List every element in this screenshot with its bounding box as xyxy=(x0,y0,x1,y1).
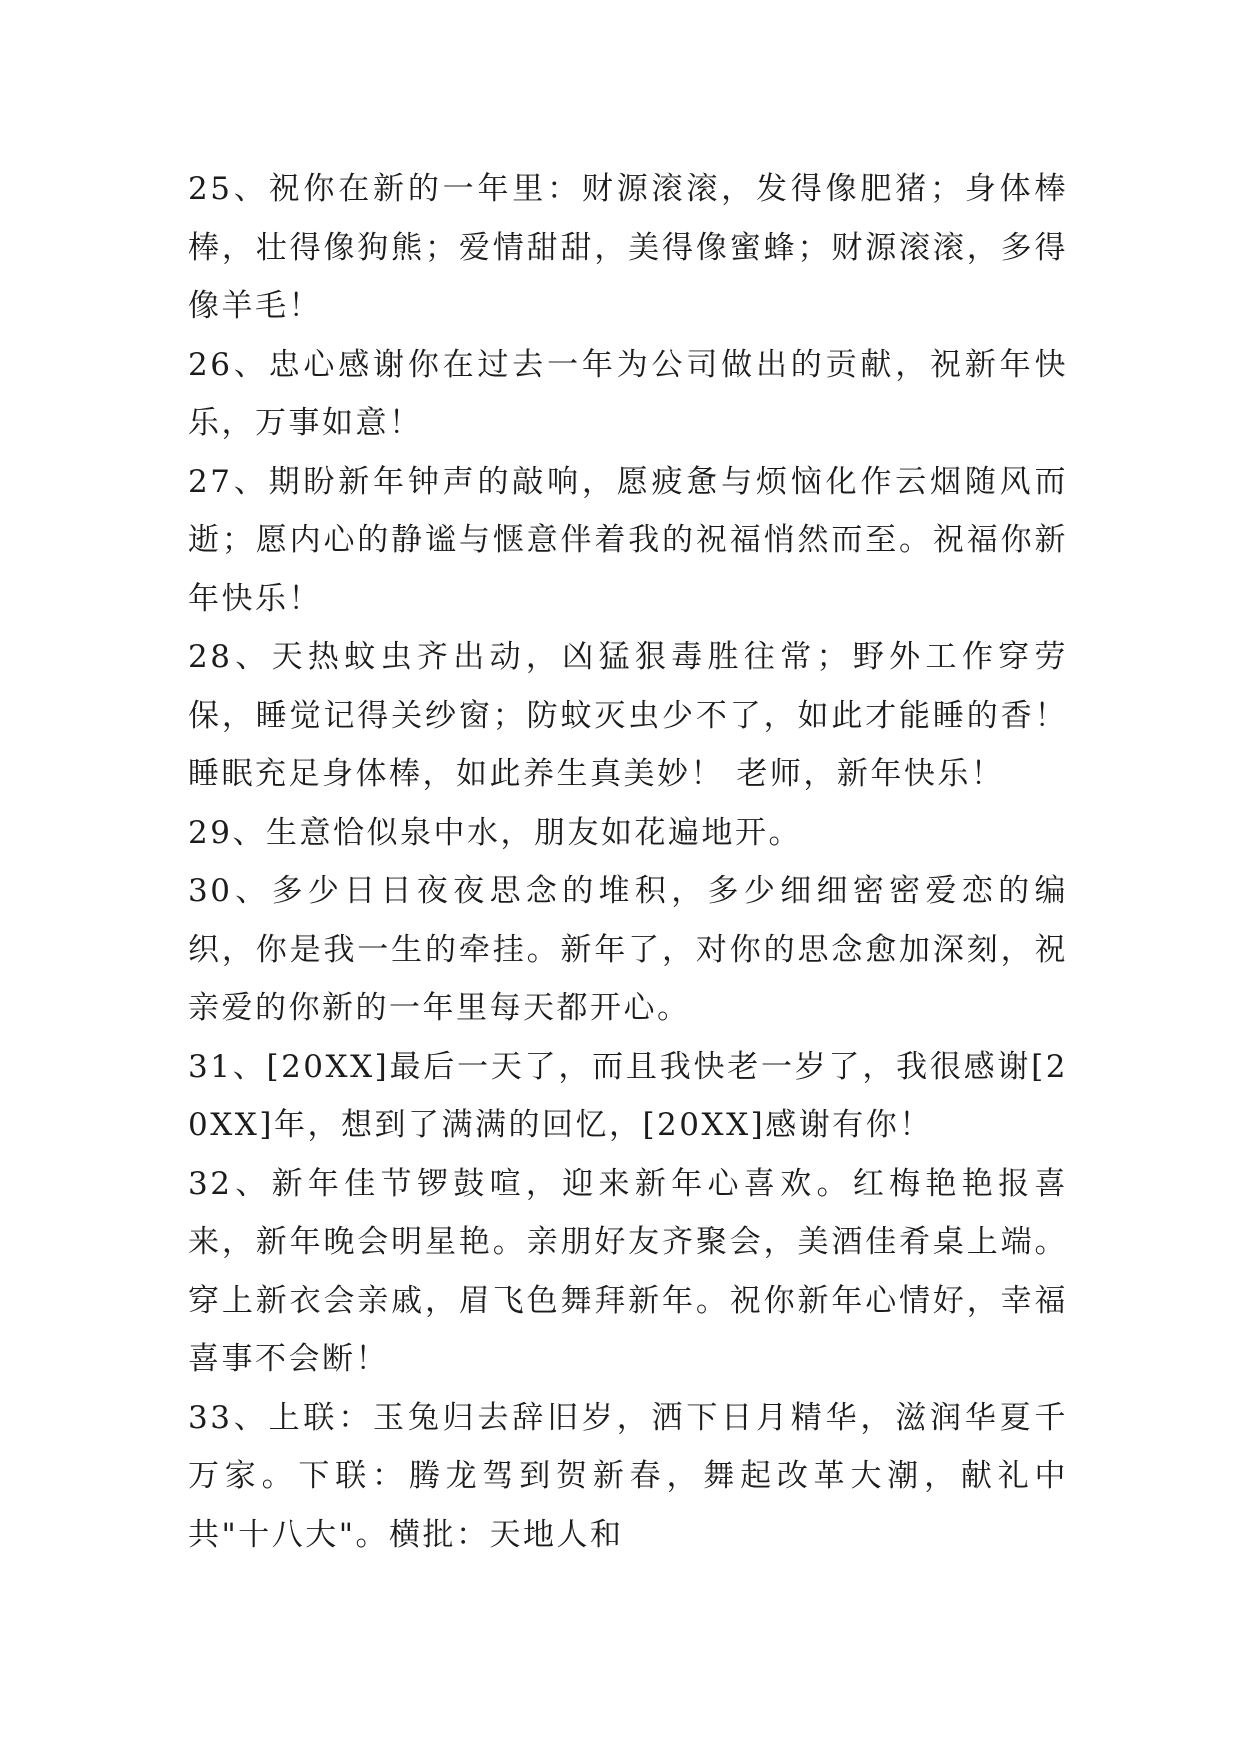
paragraph-29: 29、生意恰似泉中水，朋友如花遍地开。 xyxy=(188,814,802,851)
paragraph-30: 30、多少日日夜夜思念的堆积，多少细细密密爱恋的编织，你是我一生的牵挂。新年了，对你的思念愈加深刻，祝亲爱的你新的一年里每天都开心。 xyxy=(188,873,1068,1026)
paragraph-26: 26、忠心感谢你在过去一年为公司做出的贡献，祝新年快乐，万事如意！ xyxy=(188,346,1068,441)
paragraph-25: 25、祝你在新的一年里：财源滚滚，发得像肥猪；身体棒棒，壮得像狗熊；爱情甜甜，美得像蜜蜂；财源滚滚，多得像羊毛！ xyxy=(188,171,1068,324)
paragraph-28: 28、天热蚊虫齐出动，凶猛狠毒胜往常；野外工作穿劳保，睡觉记得关纱窗；防蚊灭虫少不了，如此才能睡的香！睡眠充足身体棒，如此养生真美妙！ 老师，新年快乐！ xyxy=(188,639,1068,792)
paragraph-27: 27、期盼新年钟声的敲响，愿疲惫与烦恼化作云烟随风而逝；愿内心的静谧与惬意伴着我的祝福悄然而至。祝福你新年快乐！ xyxy=(188,463,1068,617)
paragraph-33: 33、上联：玉兔归去辞旧岁，洒下日月精华，滋润华夏千万家。下联：腾龙驾到贺新春，舞起改革大潮，献礼中共"十八大"。横批：天地人和 xyxy=(188,1399,1068,1553)
paragraph-31: 31、[20XX]最后一天了，而且我快老一岁了，我很感谢[20XX]年，想到了满满的回忆，[20XX]感谢有你！ xyxy=(188,1048,1068,1143)
paragraph-32: 32、新年佳节锣鼓喧，迎来新年心喜欢。红梅艳艳报喜来，新年晚会明星艳。亲朋好友齐聚会，美酒佳肴桌上端。穿上新衣会亲戚，眉飞色舞拜新年。祝你新年心情好，幸福喜事不会断！ xyxy=(188,1165,1068,1377)
document-body xyxy=(188,160,1068,1564)
